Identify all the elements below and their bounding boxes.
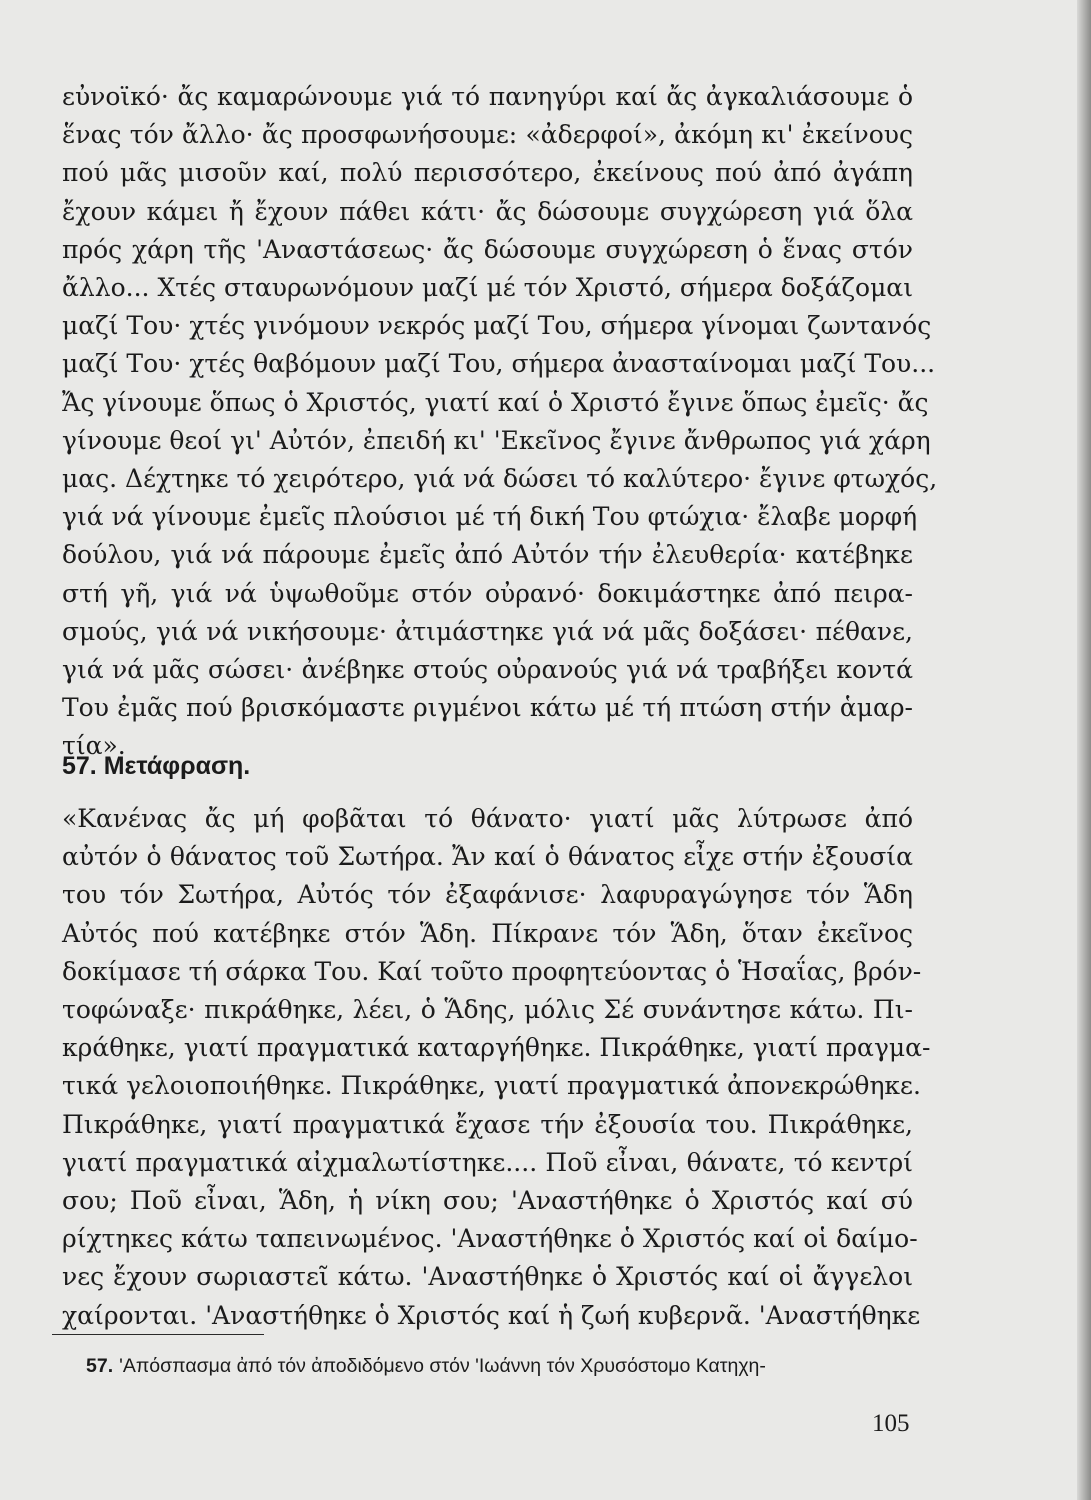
text-line: κράθηκε, γιατί πραγματικά καταργήθηκε. Πικράθηκε, γιατί πραγμα- — [62, 1033, 931, 1063]
text-line: μαζί Του· χτές θαβόμουν μαζί Του, σήμερα ἀνασταίνομαι μαζί Του... — [62, 349, 936, 379]
text-line: ρίχτηκες κάτω ταπεινωμένος. 'Αναστήθηκε ὁ Χριστός καί οἱ δαίμο- — [62, 1224, 918, 1254]
text-line: μαζί Του· χτές γινόμουν νεκρός μαζί Του, σήμερα γίνομαι ζωντανός — [62, 311, 932, 341]
text-line: τία». — [62, 731, 126, 761]
text-line: γίνουμε θεοί γι' Αὐτόν, ἐπειδή κι' 'Εκεῖνος ἔγινε ἄνθρωπος γιά χάρη — [62, 425, 931, 455]
text-line: τικά γελοιοποιήθηκε. Πικράθηκε, γιατί πραγματικά ἀπονεκρώθηκε. — [62, 1071, 921, 1101]
footnote-number: 57. — [86, 1355, 114, 1377]
paragraph-2 — [62, 800, 931, 1335]
text-line: Ἄς γίνουμε ὅπως ὁ Χριστός, γιατί καί ὁ Χριστό ἔγινε ὅπως ἐμεῖς· ἄς — [62, 387, 929, 417]
text-line: Πικράθηκε, γιατί πραγματικά ἔχασε τήν ἐξουσία του. Πικράθηκε, — [62, 1109, 913, 1139]
text-line: πρός χάρη τῆς 'Αναστάσεως· ἄς δώσουμε συγχώρεση ὁ ἕνας στόν — [62, 234, 913, 264]
text-line: γιατί πραγματικά αἰχμαλωτίστηκε.... Ποῦ εἶναι, θάνατε, τό κεντρί — [62, 1147, 913, 1177]
page-number: 105 — [872, 1410, 910, 1437]
text-line: νες ἔχουν σωριαστεῖ κάτω. 'Αναστήθηκε ὁ Χριστός καί οἱ ἄγγελοι — [62, 1262, 913, 1292]
footnote-text: 'Απόσπασμα ἀπό τόν ἀποδιδόμενο στόν 'Ιωάννη τόν Χρυσόστομο Κατηχη- — [119, 1355, 766, 1377]
text-line: «Κανένας ἄς μή φοβᾶται τό θάνατο· γιατί μᾶς λύτρωσε ἀπό — [62, 804, 913, 833]
text-line: μας. Δέχτηκε τό χειρότερο, γιά νά δώσει τό καλύτερο· ἔγινε φτωχός, — [62, 464, 938, 494]
footnote — [86, 1355, 766, 1378]
page-edge-shadow — [1077, 0, 1091, 1500]
text-line: Του ἐμᾶς πού βρισκόμαστε ριγμένοι κάτω μέ τή πτώση στήν ἁμαρ- — [62, 693, 913, 723]
text-line: ἕνας τόν ἄλλο· ἄς προσφωνήσουμε: «ἀδερφοί», ἀκόμη κι' ἐκείνους — [62, 120, 913, 150]
text-line: Αὐτός πού κατέβηκε στόν Ἅδη. Πίκρανε τόν Ἅδη, ὅταν ἐκεῖνος — [62, 918, 913, 948]
text-line: δούλου, γιά νά πάρουμε ἐμεῖς ἀπό Αὐτόν τήν ἐλευθερία· κατέβηκε — [62, 540, 913, 570]
paragraph-1 — [62, 78, 938, 766]
footnote-divider — [52, 1334, 264, 1335]
text-line: σμούς, γιά νά νικήσουμε· ἀτιμάστηκε γιά νά μᾶς δοξάσει· πέθανε, — [62, 616, 913, 646]
text-line: σου; Ποῦ εἶναι, Ἅδη, ἡ νίκη σου; 'Αναστήθηκε ὁ Χριστός καί σύ — [62, 1186, 913, 1216]
text-line: ἔχουν κάμει ἤ ἔχουν πάθει κάτι· ἄς δώσουμε συγχώρεση γιά ὅλα — [62, 196, 913, 226]
text-line: χαίρονται. 'Αναστήθηκε ὁ Χριστός καί ἡ ζωή κυβερνᾶ. 'Αναστήθηκε — [62, 1300, 921, 1330]
text-line: αὐτόν ὁ θάνατος τοῦ Σωτήρα. Ἄν καί ὁ θάνατος εἶχε στήν ἐξουσία — [62, 842, 913, 872]
text-line: εὐνοϊκό· ἄς καμαρώνουμε γιά τό πανηγύρι καί ἄς ἀγκαλιάσουμε ὁ — [62, 82, 913, 111]
text-line: πού μᾶς μισοῦν καί, πολύ περισσότερο, ἐκείνους πού ἀπό ἀγάπη — [62, 158, 913, 188]
section-heading: 57. Μετάφραση. — [62, 752, 251, 780]
text-line: ἄλλο... Χτές σταυρωνόμουν μαζί μέ τόν Χριστό, σήμερα δοξάζομαι — [62, 273, 913, 303]
text-line: γιά νά μᾶς σώσει· ἀνέβηκε στούς οὐρανούς γιά νά τραβήξει κοντά — [62, 655, 913, 685]
text-line: στή γῆ, γιά νά ὑψωθοῦμε στόν οὐρανό· δοκιμάστηκε ἀπό πειρα- — [62, 578, 913, 608]
text-line: δοκίμασε τή σάρκα Του. Καί τοῦτο προφητεύοντας ὁ Ἡσαΐας, βρόν- — [62, 956, 922, 986]
text-line: του τόν Σωτήρα, Αὐτός τόν ἐξαφάνισε· λαφυραγώγησε τόν Ἅδη — [62, 880, 913, 910]
text-line: γιά νά γίνουμε ἐμεῖς πλούσιοι μέ τή δική Του φτώχια· ἔλαβε μορφή — [62, 502, 918, 532]
text-line: τοφώναξε· πικράθηκε, λέει, ὁ Ἅδης, μόλις Σέ συνάντησε κάτω. Πι- — [62, 995, 913, 1025]
